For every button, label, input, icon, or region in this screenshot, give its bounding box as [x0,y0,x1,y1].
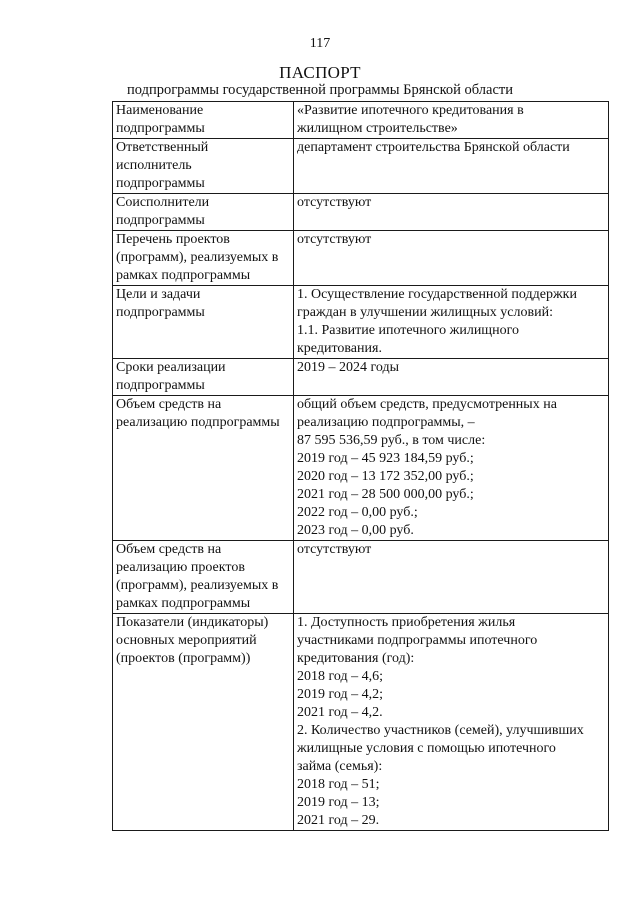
row-label-line: рамках подпрограммы [116,596,251,611]
row-label-line: (проектов (программ)) [116,651,251,666]
table-row [113,231,609,286]
row-value-line: 1. Доступность приобретения жилья [297,615,516,630]
row-label-line: исполнитель [116,158,192,173]
row-label-line: Цели и задачи [116,287,201,302]
row-label-line: подпрограммы [116,213,205,228]
row-label-line: Показатели (индикаторы) [116,615,269,630]
row-value-cell [294,541,609,614]
row-value-line: 2019 – 2024 годы [297,360,400,375]
row-label-line: реализацию проектов [116,560,245,575]
row-value-line: реализацию подпрограммы, – [297,415,475,430]
table-row [113,614,609,831]
row-value-line: отсутствуют [297,542,372,557]
row-value-line: участниками подпрограммы ипотечного [297,633,538,648]
row-label-cell [113,139,294,194]
table-row [113,194,609,231]
table-row [113,139,609,194]
row-value-cell [294,139,609,194]
row-value-line: 2019 год – 4,2; [297,687,384,702]
row-value-line: департамент строительства Брянской области [297,140,570,155]
row-value-line: 2018 год – 4,6; [297,669,384,684]
table-row [113,102,609,139]
row-value-line: 2018 год – 51; [297,777,380,792]
row-label-cell [113,286,294,359]
row-value-line: кредитования. [297,341,382,356]
passport-table [112,101,609,831]
row-label-line: (программ), реализуемых в [116,578,279,593]
row-value-cell [294,614,609,831]
table-row [113,359,609,396]
row-value-cell [294,396,609,541]
row-value-line: 1.1. Развитие ипотечного жилищного [297,323,519,338]
row-label-line: (программ), реализуемых в [116,250,279,265]
row-value-line: 2023 год – 0,00 руб. [297,523,414,538]
row-value-cell [294,102,609,139]
row-label-line: рамках подпрограммы [116,268,251,283]
table-row [113,541,609,614]
row-value-line: отсутствуют [297,195,372,210]
row-value-line: «Развитие ипотечного кредитования в [297,103,524,118]
row-value-line: граждан в улучшении жилищных условий: [297,305,553,320]
row-value-line: 2021 год – 29. [297,813,380,828]
row-value-line: 2022 год – 0,00 руб.; [297,505,418,520]
row-label-line: подпрограммы [116,176,205,191]
row-label-line: Соисполнители [116,195,210,210]
document-subtitle: подпрограммы государственной программы Брянской области [126,82,513,98]
row-value-cell [294,359,609,396]
row-label-line: Объем средств на [116,542,222,557]
row-label-line: основных мероприятий [116,633,257,648]
row-label-cell [113,396,294,541]
row-value-line: жилищные условия с помощью ипотечного [297,741,556,756]
row-value-cell [294,194,609,231]
row-label-line: подпрограммы [116,305,205,320]
row-label-cell [113,541,294,614]
row-label-cell [113,231,294,286]
row-label-cell [113,194,294,231]
row-label-line: Наименование [116,103,204,118]
row-value-line: 1. Осуществление государственной поддержки [297,287,577,302]
row-value-line: 2. Количество участников (семей), улучшивших [297,723,584,738]
row-value-line: 2019 год – 45 923 184,59 руб.; [297,451,474,466]
row-value-line: займа (семья): [297,759,383,774]
row-value-line: отсутствуют [297,232,372,247]
page-number: 117 [309,36,331,51]
table-row [113,396,609,541]
row-label-cell [113,614,294,831]
row-label-cell [113,102,294,139]
row-value-line: 2021 год – 4,2. [297,705,383,720]
row-value-cell [294,286,609,359]
row-value-line: 2020 год – 13 172 352,00 руб.; [297,469,474,484]
row-value-line: жилищном строительстве» [297,121,458,136]
row-value-line: 2019 год – 13; [297,795,380,810]
row-value-line: 87 595 536,59 руб., в том числе: [297,433,486,448]
row-label-line: подпрограммы [116,378,205,393]
row-label-line: Объем средств на [116,397,222,412]
document-title: ПАСПОРТ [279,63,361,82]
row-label-line: подпрограммы [116,121,205,136]
row-value-line: 2021 год – 28 500 000,00 руб.; [297,487,474,502]
row-label-line: Перечень проектов [116,232,230,247]
row-value-line: общий объем средств, предусмотренных на [297,397,557,412]
table-row [113,286,609,359]
passport-table-body [113,102,609,831]
row-label-line: Сроки реализации [116,360,226,375]
row-value-cell [294,231,609,286]
row-label-line: Ответственный [116,140,209,155]
row-label-line: реализацию подпрограммы [116,415,280,430]
row-value-line: кредитования (год): [297,651,415,666]
row-label-cell [113,359,294,396]
